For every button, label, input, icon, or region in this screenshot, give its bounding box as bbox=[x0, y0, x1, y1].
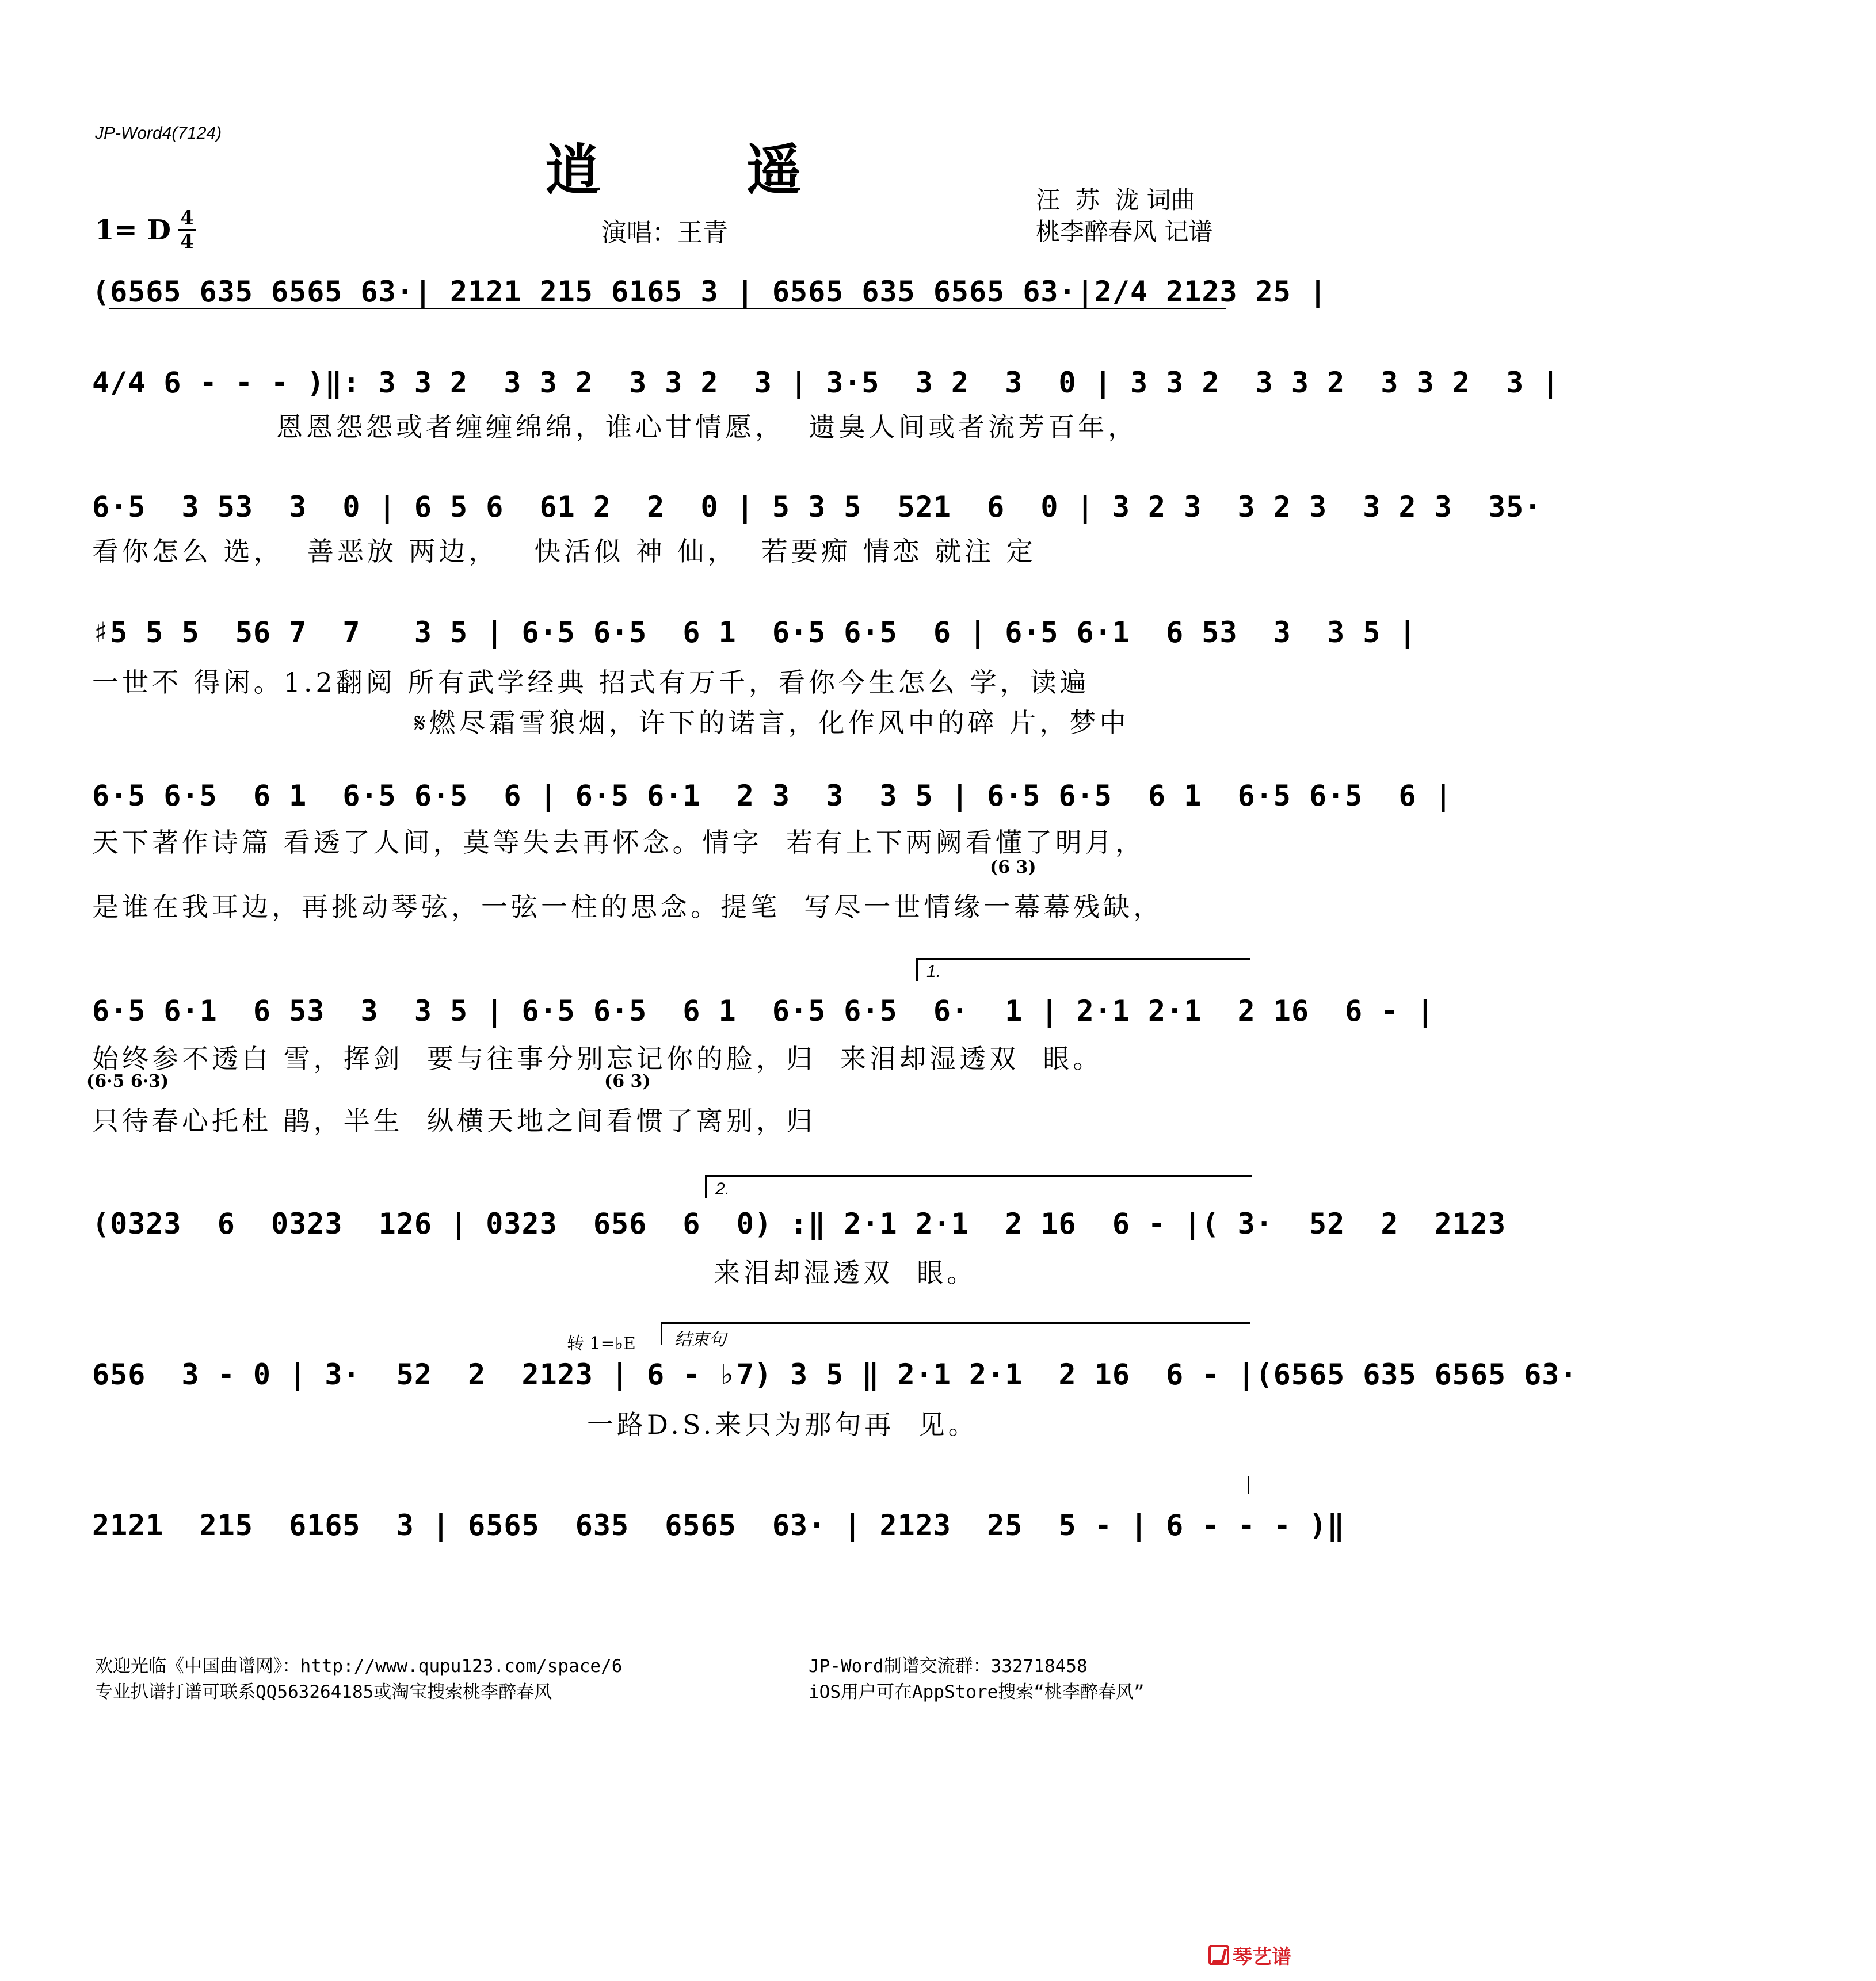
footer-group: JP-Word制谱交流群：332718458 bbox=[809, 1656, 1088, 1677]
underline-beams-1 bbox=[109, 308, 1226, 309]
score-line-1: (6565 635 6565 63·| 2121 215 6165 3 | 6565 635 6565 63·|2/4 2123 25 | bbox=[92, 275, 1328, 308]
time-sig-top: 4 bbox=[180, 207, 194, 230]
score-line-8: 656 3 - 0 | 3· 52 2 2123 | 6 - ♭7) 3 5 ‖ 2·1 2·1 2 16 6 - |(6565 635 6565 63· bbox=[92, 1358, 1578, 1391]
lyric-line-4b: 𝄋燃尽霜雪狼烟，许下的诺言，化作风中的碎 片，梦中 bbox=[414, 707, 1130, 738]
site-logo bbox=[1208, 1942, 1291, 1968]
volta-2-bracket bbox=[705, 1175, 1252, 1177]
transcriber-credit: 桃李醉春风 记谱 bbox=[1036, 217, 1213, 246]
alt-notes-6b: (6 3) bbox=[604, 1071, 651, 1091]
ending-bracket bbox=[661, 1322, 1250, 1324]
volta-1-bracket bbox=[916, 958, 1250, 960]
lyric-line-8: 一路D.S.来只为那句再 见。 bbox=[587, 1409, 978, 1440]
score-line-7: (0323 6 0323 126 | 0323 656 6 0) :‖ 2·1 2·1 2 16 6 - |( 3· 52 2 2123 bbox=[92, 1207, 1507, 1240]
lyric-line-6a: 始终参不透白 雪，挥剑 要与往事分别忘记你的脸，归 来泪却湿透双 眼。 bbox=[92, 1043, 1103, 1074]
final-tick bbox=[1248, 1476, 1249, 1494]
score-line-6: 6·5 6·1 6 53 3 3 5 | 6·5 6·5 6 1 6·5 6·5 6· 1 | 2·1 2·1 2 16 6 - | bbox=[92, 994, 1435, 1028]
ending-label: 结束句 bbox=[674, 1330, 726, 1350]
alt-notes-5: (6 3) bbox=[990, 857, 1036, 877]
modulation-label: 转 1=♭E bbox=[567, 1334, 636, 1354]
lyric-line-5b: 是谁在我耳边，再挑动琴弦，一弦一柱的思念。提笔 写尽一世情缘一幕幕残缺， bbox=[92, 891, 1164, 922]
ending-bracket-left bbox=[661, 1322, 662, 1345]
score-line-5: 6·5 6·5 6 1 6·5 6·5 6 | 6·5 6·1 2 3 3 3 5 | 6·5 6·5 6 1 6·5 6·5 6 | bbox=[92, 779, 1452, 812]
song-title: 逍 遥 bbox=[545, 138, 865, 203]
time-signature bbox=[178, 208, 196, 251]
logo-text: 琴艺谱 bbox=[1233, 1945, 1291, 1969]
score-line-9: 2121 215 6165 3 | 6565 635 6565 63· | 2123 25 5 - | 6 - - - )‖ bbox=[92, 1509, 1345, 1542]
score-line-3: 6·5 3 53 3 0 | 6 5 6 61 2 2 0 | 5 3 5 521 6 0 | 3 2 3 3 2 3 3 2 3 35· bbox=[92, 490, 1542, 524]
volta-1-left bbox=[916, 958, 918, 981]
footer-ios: iOS用户可在AppStore搜索“桃李醉春风” bbox=[809, 1682, 1145, 1703]
lyric-line-5a: 天下著作诗篇 看透了人间，莫等失去再怀念。情字 若有上下两阙看懂了明月， bbox=[92, 827, 1145, 858]
lyricist-composer-credit: 汪 苏 泷 词曲 bbox=[1036, 186, 1195, 214]
volta-1-label: 1. bbox=[926, 962, 941, 981]
logo-mark-icon bbox=[1208, 1945, 1229, 1965]
time-sig-bottom: 4 bbox=[180, 230, 194, 253]
alt-notes-6a: (6·5 6·3) bbox=[86, 1071, 169, 1091]
footer-contact: 专业扒谱打谱可联系QQ563264185或淘宝搜索桃李醉春风 bbox=[95, 1682, 552, 1703]
lyric-line-4a: 一世不 得闲。1.2翻阅 所有武学经典 招式有万千，看你今生怎么 学，读遍 bbox=[92, 667, 1090, 698]
score-line-4: ♯5 5 5 56 7 7 3 5 | 6·5 6·5 6 1 6·5 6·5 6 | 6·5 6·1 6 53 3 3 5 | bbox=[92, 616, 1417, 649]
lyric-line-2: 恩恩怨怨或者缠缠绵绵，谁心甘情愿， 遗臭人间或者流芳百年， bbox=[276, 411, 1138, 442]
volta-2-left bbox=[705, 1175, 707, 1198]
singer-label: 演唱：王青 bbox=[601, 218, 728, 247]
lyric-line-6b: 只待春心托杜 鹃，半生 纵横天地之间看惯了离别，归 bbox=[92, 1105, 816, 1136]
key-signature: 1= D bbox=[95, 214, 171, 246]
software-label: JP-Word4(7124) bbox=[95, 124, 222, 143]
score-line-2: 4/4 6 - - - )‖: 3 3 2 3 3 2 3 3 2 3 | 3·5 3 2 3 0 | 3 3 2 3 3 2 3 3 2 3 | bbox=[92, 366, 1560, 399]
volta-2-label: 2. bbox=[715, 1180, 730, 1198]
lyric-line-3: 看你怎么 选， 善恶放 两边， 快活似 神 仙， 若要痴 情恋 就注 定 bbox=[92, 536, 1036, 567]
footer-site: 欢迎光临《中国曲谱网》：http://www.qupu123.com/space/6 bbox=[95, 1656, 623, 1677]
lyric-line-7: 来泪却湿透双 眼。 bbox=[714, 1257, 977, 1288]
